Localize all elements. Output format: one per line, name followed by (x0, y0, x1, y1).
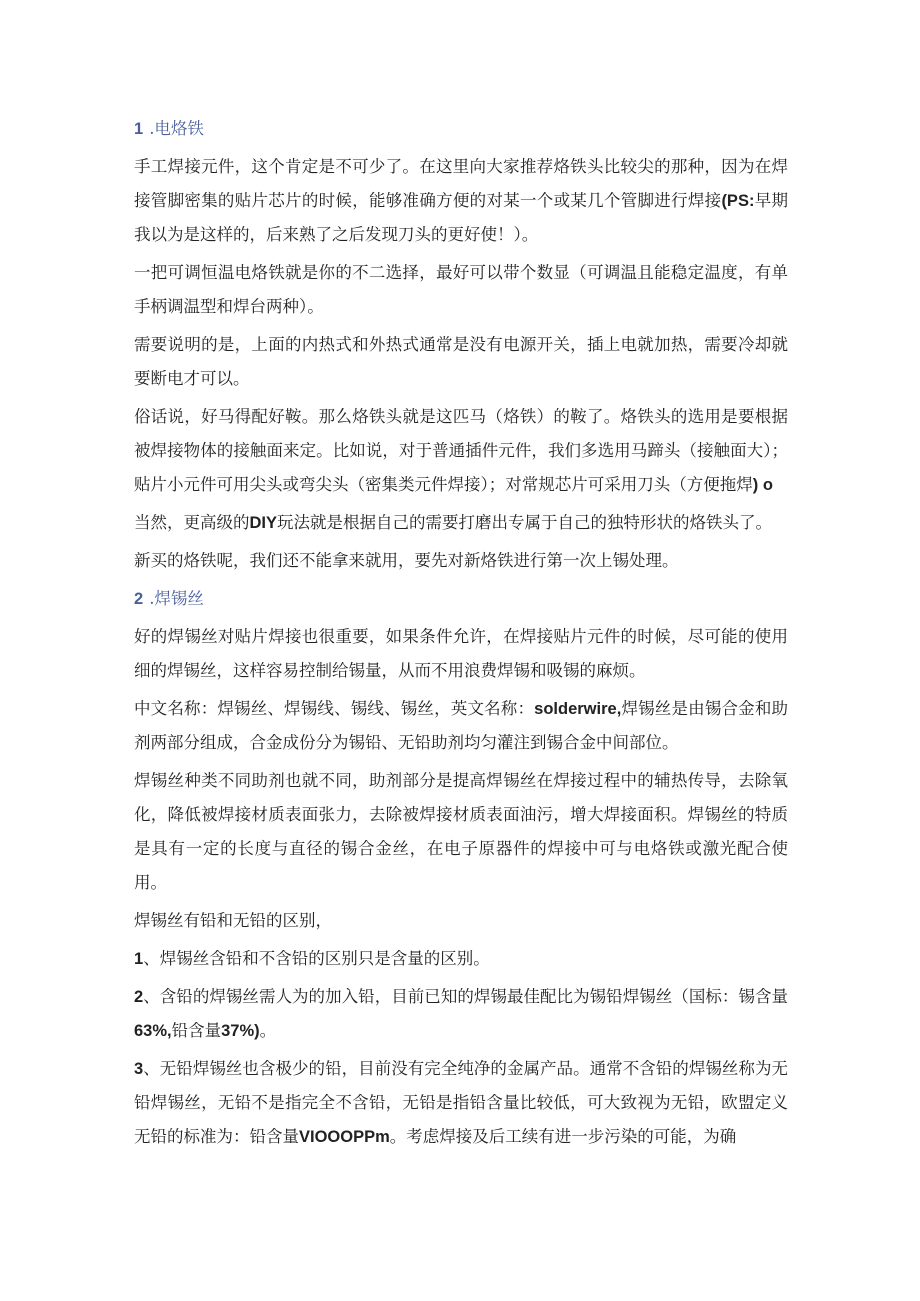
paragraph (134, 150, 788, 252)
section-heading-solder-wire (134, 582, 788, 616)
text-run: 、含铅的焊锡丝需人为的加入铅，目前已知的焊锡最佳配比为锡铅焊锡丝（国标：锡含量 (143, 987, 788, 1006)
list-number: 3 (134, 1060, 144, 1078)
text-run: 中文名称：焊锡丝、焊锡线、锡线、锡丝，英文名称： (134, 699, 535, 718)
text-run: 铅含量 (171, 1021, 222, 1040)
text-run: 玩法就是根据自己的需要打磨出专属于自己的独特形状的烙铁头了。 (277, 513, 773, 532)
paragraph: 焊锡丝种类不同助剂也就不同，助剂部分是提高焊锡丝在焊接过程中的辅热传导，去除氧化，降低被焊接材质表面张力，去除被焊接材质表面油污，增大焊接面积。焊锡丝的特质是具有一定的长度与直径的锡合金丝，在电子原器件的焊接中可与电烙铁或激光配合使用。 (134, 771, 788, 892)
bold-run: 37%) (221, 1022, 260, 1040)
paragraph: 新买的烙铁呢，我们还不能拿来就用，要先对新烙铁进行第一次上锡处理。 (134, 551, 679, 570)
paragraph: 需要说明的是，上面的内热式和外热式通常是没有电源开关，插上电就加热，需要冷却就要断电才可以。 (134, 335, 788, 388)
text-run: 、焊锡丝含铅和不含铅的区别只是含量的区别。 (143, 949, 490, 968)
list-number: 2 (134, 988, 144, 1006)
bold-run: (PS: (721, 192, 755, 210)
section-heading-soldering-iron (134, 112, 788, 146)
paragraph (134, 692, 788, 760)
heading-number: 2 (134, 590, 144, 608)
text-run: 焊锡丝是由锡合金和助剂两部分组成，合金成份分为锡铅、无铅助剂均匀灌注到锡合金中间部位。 (134, 699, 789, 752)
text-run: 俗话说，好马得配好鞍。那么烙铁头就是这匹马（烙铁）的鞍了。烙铁头的选用是要根据被焊接物体的接触面来定。比如说，对于普通插件元件，我们多选用马蹄头（接触面大）；贴片小元件可用尖头或弯尖头（密集类元件焊接）；对常规芯片可采用刀头（方便拖焊 (134, 407, 788, 494)
list-number: 1 (134, 950, 144, 968)
paragraph (134, 400, 788, 502)
paragraph: 一把可调恒温电烙铁就是你的不二选择，最好可以带个数显（可调温且能稳定温度，有单手柄调温型和焊台两种）。 (134, 263, 788, 316)
bold-run: 63%, (134, 1022, 172, 1040)
text-run: 、无铅焊锡丝也含极少的铅，目前没有完全纯净的金属产品。通常不含铅的焊锡丝称为无铅焊锡丝，无铅不是指完全不含铅，无铅是指铅含量比较低，可大致视为无铅，欧盟定义无铅的标准为：铅含量 (134, 1059, 788, 1146)
list-item (134, 980, 788, 1048)
bold-run: ) o (752, 476, 773, 494)
text-run: 。考虑焊接及后工续有进一步污染的可能，为确 (389, 1127, 737, 1146)
text-run: 手工焊接元件，这个肯定是不可少了。在这里向大家推荐烙铁头比较尖的那种，因为在焊接管脚密集的贴片芯片的时候，能够准确方便的对某一个或某几个管脚进行焊接 (134, 157, 788, 210)
list-item (134, 942, 788, 976)
heading-number: 1 (134, 120, 144, 138)
text-run: 当然，更高级的 (134, 513, 250, 532)
paragraph: 焊锡丝有铅和无铅的区别， (134, 911, 332, 930)
bold-run: DIY (249, 514, 278, 532)
list-item (134, 1052, 788, 1154)
bold-run: solderwire, (534, 700, 622, 718)
heading-title: .焊锡丝 (149, 589, 204, 608)
document-page (134, 112, 788, 1154)
text-run: 。 (259, 1021, 277, 1040)
text-run: 早期我以为是这样的，后来熟了之后发现刀头的更好使！）。 (134, 191, 789, 244)
paragraph: 好的焊锡丝对贴片焊接也很重要，如果条件允许，在焊接贴片元件的时候，尽可能的使用细的焊锡丝，这样容易控制给锡量，从而不用浪费焊锡和吸锡的麻烦。 (134, 627, 788, 680)
paragraph (134, 506, 788, 540)
bold-run: VIOOOPPm (299, 1128, 390, 1146)
heading-title: .电烙铁 (149, 119, 204, 138)
